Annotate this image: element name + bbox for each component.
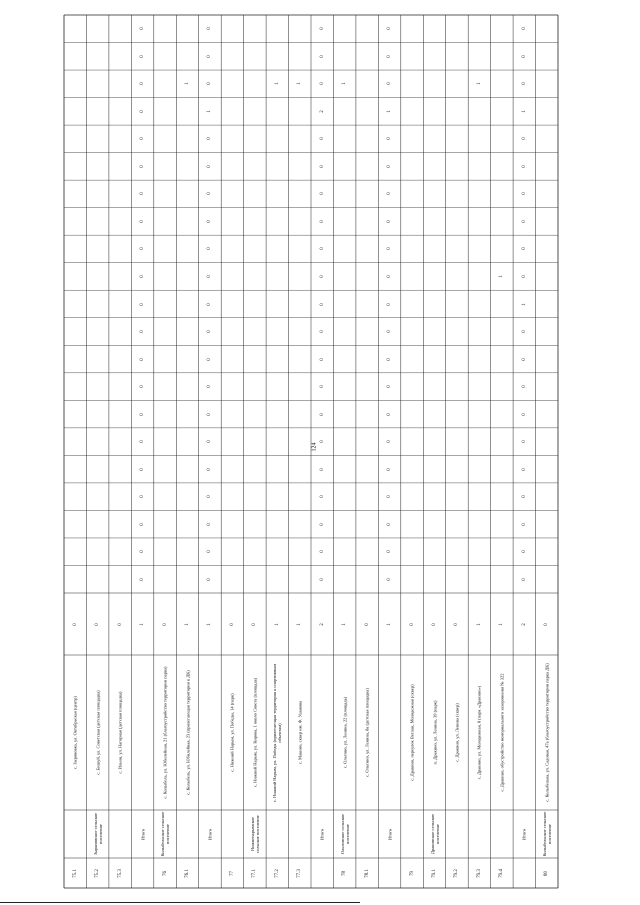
row-total: 0 [364,622,370,626]
value-cell: 0 [139,27,145,30]
page-number: 124 [311,442,318,452]
row-number: 78.1 [364,868,370,878]
value-cell: 0 [521,82,527,86]
value-cell: 0 [319,412,325,416]
value-cell: 0 [139,467,145,471]
object-name: с. Нижний Нарым, ул. Победы, 14 (парк) [229,693,235,772]
row-total: 0 [94,622,100,626]
value-cell: 0 [139,385,145,388]
value-cell: 0 [386,302,392,306]
section-name: Ольгинское сельское поселение [339,813,350,855]
value-cell: 0 [319,192,325,196]
row-number: 79.3 [476,868,482,878]
value-cell: 0 [319,385,325,388]
value-cell: 0 [521,330,527,333]
row-total: 0 [544,622,550,626]
row-number: 79.1 [431,868,437,878]
value-cell: 1 [499,275,505,278]
value-cell: 0 [521,192,527,196]
row-number: 75.2 [95,868,101,878]
row-total: 1 [184,622,190,626]
value-cell: 1 [521,110,527,113]
row-total: 1 [297,622,303,626]
object-name: с. Дракино, переулок Ветлан, Молодежная (сквер) [409,684,415,781]
section-name: Колыбельское сельское поселение [160,811,171,857]
value-cell: 0 [207,440,213,443]
value-cell: 0 [521,137,527,141]
row-total: 0 [454,622,460,626]
value-cell: 0 [139,165,145,168]
value-cell: 0 [386,522,392,526]
value-cell: 0 [207,302,213,306]
row-total: 0 [117,622,123,626]
value-cell: 0 [386,275,392,278]
row-number: 75.1 [72,868,78,878]
object-name: с. Зыряновка, ул. Октябрьская (центр) [72,696,78,769]
row-total: 0 [162,622,168,626]
value-cell: 0 [521,357,527,361]
value-cell: 2 [319,110,325,113]
value-cell: 0 [139,495,145,498]
value-cell: 0 [139,550,145,553]
value-cell: 0 [521,495,527,498]
value-cell: 0 [521,440,527,443]
value-cell: 0 [207,385,213,388]
value-cell: 0 [207,165,213,168]
object-name: с. Колыбель, ул. Юбилейная, 23 (прилегающая территория к ДК) [185,670,190,795]
object-name: с. Дракино, ул. Молодежная, 8 (парк «Дракино») [476,685,482,780]
object-name: с. Дракино, обустройство мемориального захоронения № 322 [499,673,505,792]
value-cell: 0 [139,82,145,86]
value-cell: 0 [207,275,213,278]
value-cell: 0 [319,82,325,86]
value-cell: 0 [207,247,213,251]
value-cell: 0 [521,220,527,223]
row-total: 1 [139,622,145,626]
section-name: Дракинское сельское поселение [429,813,440,855]
value-cell: 0 [207,220,213,223]
row-total: 1 [341,622,347,626]
value-cell: 0 [319,522,325,526]
value-cell: 1 [297,82,303,86]
row-number: 79.4 [499,868,505,878]
row-number: 78 [342,870,348,876]
value-cell: 0 [386,385,392,388]
value-cell: 0 [319,165,325,168]
value-cell: 0 [207,82,213,86]
row-total: 0 [252,622,258,626]
object-name: с. Ильин, ул. Нагорная (детская площадка) [117,691,123,774]
value-cell: 0 [139,137,145,141]
row-total: 0 [229,622,235,626]
value-cell: 0 [319,357,325,361]
value-cell: 0 [386,495,392,498]
value-cell: 0 [386,440,392,443]
value-cell: 1 [521,302,527,306]
value-cell: 0 [386,247,392,251]
value-cell: 0 [319,247,325,251]
value-cell: 0 [521,165,527,168]
value-cell: 0 [207,467,213,471]
object-name: п. Дракино, ул. Ленина, 39 (парк) [432,700,437,765]
value-cell: 0 [386,357,392,361]
value-cell: 0 [207,550,213,553]
value-cell: 0 [319,495,325,498]
value-cell: 0 [319,302,325,306]
value-cell: 0 [139,302,145,306]
value-cell: 0 [521,522,527,526]
object-name: с. Колыбель, ул. Юбилейная, 21 (благоустройство территории парка) [162,666,168,799]
value-cell: 0 [386,412,392,416]
value-cell: 0 [521,247,527,251]
value-cell: 0 [319,220,325,223]
value-cell: 0 [521,550,527,553]
row-total: 1 [207,622,213,626]
value-cell: 0 [207,357,213,361]
value-cell: 0 [386,165,392,168]
row-number: 77.3 [297,868,303,878]
value-cell: 1 [476,82,482,86]
value-cell: 0 [319,275,325,278]
value-cell: 0 [319,27,325,30]
value-cell: 0 [139,577,145,581]
value-cell: 0 [207,27,213,30]
value-cell: 0 [139,522,145,526]
value-cell: 0 [386,220,392,223]
value-cell: 0 [139,110,145,113]
value-cell: 0 [319,137,325,141]
object-name: с. Дракино, ул. Ленина (сквер) [454,703,460,762]
row-total: 2 [521,622,527,626]
object-name: с. Колыбелька, ул. Садовая, 47а (благоустройство территории парка ДК) [544,663,550,802]
value-cell: 0 [386,467,392,471]
section-name: Итого [387,828,393,840]
value-cell: 0 [207,577,213,581]
value-cell: 0 [319,440,325,443]
value-cell: 0 [207,412,213,416]
value-cell: 0 [139,330,145,333]
value-cell: 0 [386,550,392,553]
section-name: Итого [521,828,527,840]
object-name: с. Ольгино, ул. Ленина, 22 (площадь) [342,696,348,769]
value-cell: 0 [207,495,213,498]
value-cell: 0 [319,330,325,333]
row-number: 76.1 [184,868,190,878]
object-name: с. Нижний Нарым, ул. Победы (прилегающая территория к спортивным объектам) [272,663,283,802]
row-total: 1 [274,622,280,626]
value-cell: 0 [139,192,145,196]
value-cell: 0 [386,577,392,581]
value-cell: 1 [341,82,347,86]
section-name: Нижненарымское сельское поселение [249,815,260,853]
value-cell: 0 [139,357,145,361]
row-number: 77 [229,870,235,876]
value-cell: 0 [207,137,213,141]
row-total: 0 [431,622,437,626]
row-total: 1 [499,622,505,626]
value-cell: 0 [521,412,527,416]
object-name: с. Бишуй, ул. Советская (детская площадка) [95,690,101,775]
value-cell: 0 [521,577,527,581]
section-name: Итого [319,828,325,840]
value-cell: 0 [207,522,213,526]
value-cell: 0 [319,467,325,471]
value-cell: 1 [386,110,392,113]
row-number: 77.2 [274,868,280,878]
value-cell: 0 [386,55,392,58]
object-name: с. Макино, сквер им. Ф. Ушакова [297,700,303,765]
value-cell: 0 [521,27,527,30]
value-cell: 0 [521,385,527,388]
value-cell: 0 [139,220,145,223]
value-cell: 0 [521,467,527,471]
value-cell: 0 [207,192,213,196]
section-name: Итого [140,828,146,840]
value-cell: 0 [521,55,527,58]
row-number: 79 [409,870,415,876]
section-name: Зыряновское сельское поселение [92,812,103,856]
value-cell: 0 [207,330,213,333]
scan-edge-line [0,902,360,903]
value-cell: 0 [139,55,145,58]
value-cell: 0 [386,192,392,196]
value-cell: 0 [386,330,392,333]
value-cell: 0 [207,55,213,58]
section-name: Колыбельское сельское поселение [541,811,552,857]
value-cell: 1 [207,110,213,113]
value-cell: 0 [521,275,527,278]
value-cell: 0 [386,137,392,141]
value-cell: 0 [139,412,145,416]
value-cell: 0 [319,55,325,58]
row-total: 0 [72,622,78,626]
row-number: 76 [162,870,168,876]
row-total: 1 [476,622,482,626]
object-name: с. Ольгино, ул. Ленина, 8а (детская площадка) [364,688,370,777]
row-total: 2 [319,622,325,626]
object-name: с. Нижний Нарым, ул. Кирова, 1 около Совета (площадь) [252,677,258,788]
value-cell: 0 [139,275,145,278]
value-cell: 1 [184,82,190,86]
value-cell: 0 [386,82,392,86]
row-number: 77.1 [252,868,258,878]
value-cell: 0 [319,577,325,581]
value-cell: 0 [139,247,145,251]
row-number: 80 [544,870,550,876]
row-number: 79.2 [454,868,460,878]
row-total: 1 [386,622,392,626]
value-cell: 1 [274,82,280,86]
value-cell: 0 [386,27,392,30]
row-number: 75.3 [117,868,123,878]
row-total: 0 [409,622,415,626]
value-cell: 0 [319,550,325,553]
value-cell: 0 [139,440,145,443]
section-name: Итого [207,828,213,840]
